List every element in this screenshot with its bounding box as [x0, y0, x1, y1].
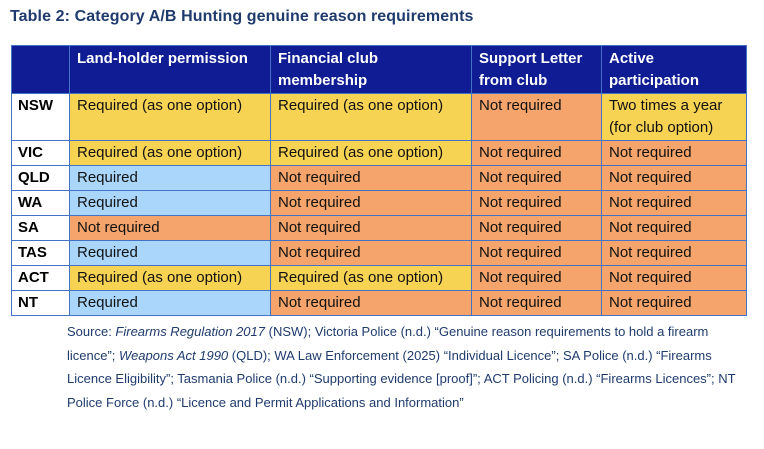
state-label: VIC [12, 141, 70, 166]
cell-landholder-permission: Required (as one option) [70, 94, 271, 141]
table-row-act [12, 266, 747, 291]
state-label: QLD [12, 166, 70, 191]
cell-support-letter: Not required [472, 166, 602, 191]
cell-active-participation: Not required [602, 216, 747, 241]
cell-financial-club-membership: Required (as one option) [271, 94, 472, 141]
state-label: SA [12, 216, 70, 241]
source-legislation-title: Weapons Act 1990 [119, 347, 229, 363]
state-label: NSW [12, 94, 70, 141]
cell-landholder-permission: Not required [70, 216, 271, 241]
cell-support-letter: Not required [472, 216, 602, 241]
table-row-sa [12, 216, 747, 241]
cell-support-letter: Not required [472, 241, 602, 266]
table-header-row [12, 46, 747, 94]
cell-landholder-permission: Required [70, 291, 271, 316]
requirements-table [11, 45, 747, 316]
source-text: (NSW); Victoria Police (n.d.) “Genuine reason requirements to hold a firearm licence”; [67, 324, 709, 363]
cell-support-letter: Not required [472, 94, 602, 141]
header-cell-active-participation: Active participation [602, 46, 747, 94]
cell-landholder-permission: Required (as one option) [70, 266, 271, 291]
cell-support-letter: Not required [472, 141, 602, 166]
header-cell-support-letter: Support Letter from club [472, 46, 602, 94]
cell-financial-club-membership: Not required [271, 241, 472, 266]
table-row-nt [12, 291, 747, 316]
header-cell-landholder-permission: Land-holder permission [70, 46, 271, 94]
cell-financial-club-membership: Not required [271, 291, 472, 316]
cell-landholder-permission: Required (as one option) [70, 141, 271, 166]
cell-financial-club-membership: Required (as one option) [271, 266, 472, 291]
cell-landholder-permission: Required [70, 191, 271, 216]
cell-active-participation: Two times a year (for club option) [602, 94, 747, 141]
table-row-tas [12, 241, 747, 266]
cell-support-letter: Not required [472, 291, 602, 316]
cell-active-participation: Not required [602, 241, 747, 266]
table-body [12, 94, 747, 316]
cell-active-participation: Not required [602, 191, 747, 216]
header-cell-state [12, 46, 70, 94]
state-label: NT [12, 291, 70, 316]
cell-landholder-permission: Required [70, 241, 271, 266]
state-label: WA [12, 191, 70, 216]
source-text: Source: [67, 324, 116, 339]
state-label: TAS [12, 241, 70, 266]
cell-active-participation: Not required [602, 291, 747, 316]
cell-active-participation: Not required [602, 141, 747, 166]
source-legislation-title: Firearms Regulation 2017 [115, 324, 265, 339]
table-row-nsw [12, 94, 747, 141]
source-citation [67, 320, 757, 414]
source-text: (QLD); WA Law Enforcement (2025) “Individual Licence”; SA Police (n.d.) “Firearms Licence Eligibility”; Tasmania Police (n.d.) “Supporting evidence [proof]”; ACT Policing (n.d.) “Firearms Licences”; NT Police Force (n.d.) “Licence and Permit Applications and Information” [67, 347, 736, 410]
cell-financial-club-membership: Required (as one option) [271, 141, 472, 166]
cell-active-participation: Not required [602, 166, 747, 191]
header-cell-financial-club-membership: Financial club membership [271, 46, 472, 94]
cell-landholder-permission: Required [70, 166, 271, 191]
table-row-qld [12, 166, 747, 191]
cell-active-participation: Not required [602, 266, 747, 291]
table-row-vic [12, 141, 747, 166]
cell-financial-club-membership: Not required [271, 216, 472, 241]
table-row-wa [12, 191, 747, 216]
state-label: ACT [12, 266, 70, 291]
cell-support-letter: Not required [472, 266, 602, 291]
cell-support-letter: Not required [472, 191, 602, 216]
cell-financial-club-membership: Not required [271, 166, 472, 191]
table-title: Table 2: Category A/B Hunting genuine reason requirements [10, 8, 474, 25]
cell-financial-club-membership: Not required [271, 191, 472, 216]
